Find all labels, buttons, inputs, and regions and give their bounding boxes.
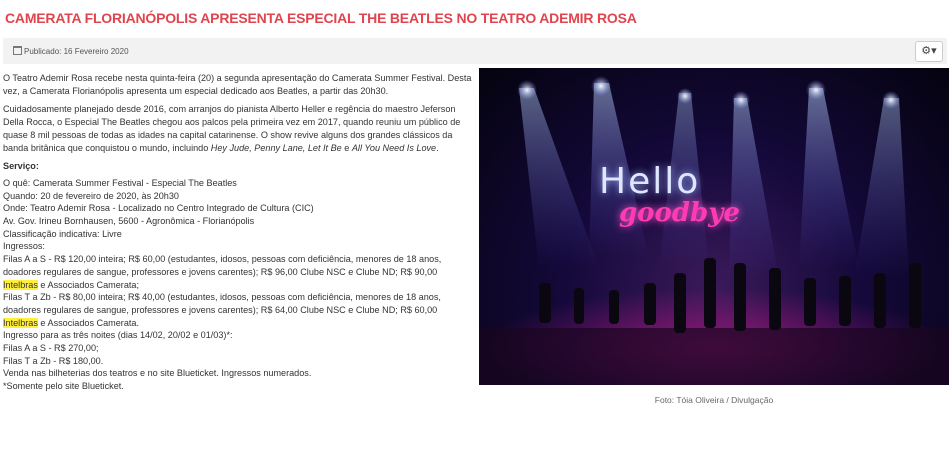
published-label: Publicado: 16 Fevereiro 2020 [24,47,129,56]
service-line: Filas T a Zb - R$ 180,00. [3,355,104,366]
price-line-tz: Filas T a Zb - R$ 80,00 inteira; R$ 40,00 (estudantes, idosos, pessoas com deficiência, menores de 18 anos, doadores regulares de sangue, professores e jovens carentes); R$ 64,00 Clube NSC e Clube ND; R$ 60,00 Intelbras e Associados Camerata. [3,292,441,328]
published-date [13,46,129,56]
service-line: Classificação indicativa: Livre [3,228,122,239]
highlight-intelbras: Intelbras [3,279,38,290]
highlight-intelbras: Intelbras [3,317,38,328]
photo-text-hello: Hello [599,161,701,202]
service-line: Venda nas bilheterias dos teatros e no site Blueticket. Ingressos numerados. [3,368,312,379]
service-line: Av. Gov. Irineu Bornhausen, 5600 - Agronômica - Florianópolis [3,216,255,227]
photo-text-goodbye: goodbye [619,198,740,228]
song-last: All You Need Is Love [351,142,437,153]
service-line: Ingressos: [3,241,45,252]
service-line: *Somente pelo site Blueticket. [3,381,124,392]
article-title: CAMERATA FLORIANÓPOLIS APRESENTA ESPECIAL THE BEATLES NO TEATRO ADEMIR ROSA [5,10,637,26]
gear-icon: ⚙▾ [921,45,937,57]
service-line: Filas A a S - R$ 270,00; [3,343,99,354]
price-line-as: Filas A a S - R$ 120,00 inteira; R$ 60,00 (estudantes, idosos, pessoas com deficiência, menores de 18 anos, doadores regulares de sangue, professores e jovens carentes); R$ 96,00 Clube NSC e Clube ND; R$ 90,00 Intelbras e Associados Camerata; [3,254,442,290]
paragraph-description: Cuidadosamente planejado desde 2016, com arranjos do pianista Alberto Heller e regência do maestro Jeferson Della Rocca, o Especial The Beatles chegou aos palcos pela primeira vez em 2017, quando reuniu um público de quase 8 mil pessoas de todas as idades na capital catarinense. O show revive alguns dos grandes clássicos da banda britânica que conquistou o mundo, incluindo Hey Jude, Penny Lane, Let It Be e All You Need Is Love. [3,104,461,153]
photo-caption: Foto: Tóia Oliveira / Divulgação [654,395,774,405]
service-line: Ingresso para as três noites (dias 14/02, 20/02 e 01/03)*: [3,330,233,341]
paragraph-intro: O Teatro Ademir Rosa recebe nesta quinta-feira (20) a segunda apresentação do Camerata Summer Festival. Desta vez, a Camerata Florianópolis apresenta um especial dedicado aos Beatles, a partir das 20h30. [3,73,472,96]
concert-photo [479,68,949,385]
service-label: Serviço: [3,161,39,172]
article-meta-bar [3,38,947,64]
service-line: Onde: Teatro Ademir Rosa - Localizado no Centro Integrado de Cultura (CIC) [3,203,314,214]
article-body [3,72,473,393]
song-list: Hey Jude, Penny Lane, Let It Be [210,142,342,153]
settings-button[interactable] [915,41,943,62]
service-line: Quando: 20 de fevereiro de 2020, às 20h30 [3,190,179,201]
calendar-icon [13,46,22,55]
service-line: O quê: Camerata Summer Festival - Especial The Beatles [3,177,237,188]
